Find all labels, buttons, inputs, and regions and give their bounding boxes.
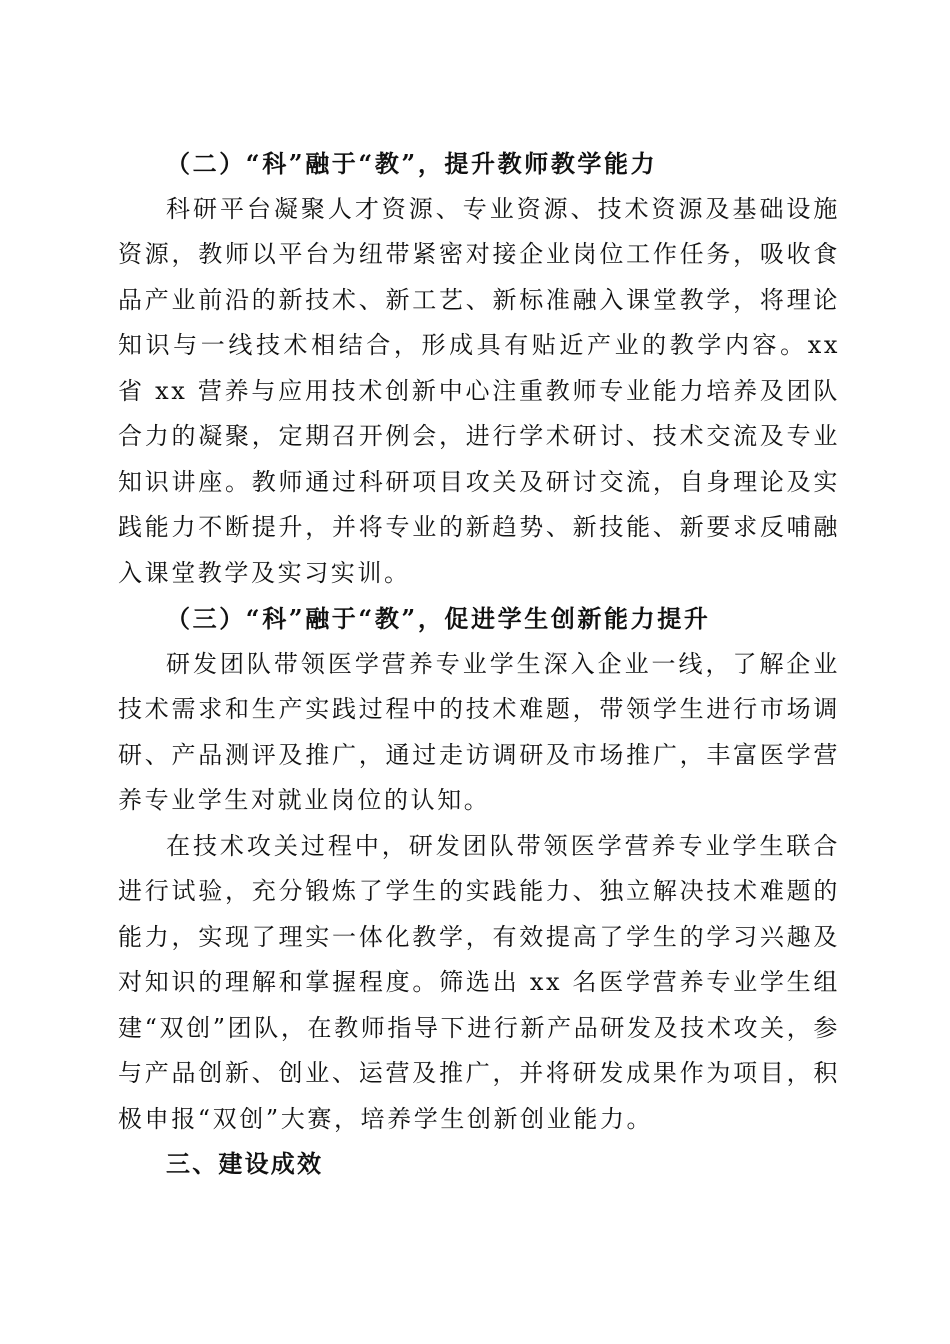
section-3-paragraph-2: 在技术攻关过程中，研发团队带领医学营养专业学生联合进行试验，充分锻炼了学生的实践能力、独立解决技术难题的能力，实现了理实一体化教学，有效提高了学生的学习兴趣及对知识的理解和掌握程度。筛选出 xx 名医学营养专业学生组建“双创”团队，在教师指导下进行新产品研发及技术攻关，参与产品创新、创业、运营及推广，并将研发成果作为项目，积极申报“双创”大赛，培养学生创新创业能力。: [118, 831, 840, 1133]
document-body: [118, 141, 840, 1188]
section-3-paragraph-1: 研发团队带领医学营养专业学生深入企业一线，了解企业技术需求和生产实践过程中的技术难题，带领学生进行市场调研、产品测评及推广，通过走访调研及市场推广，丰富医学营养专业学生对就业岗位的认知。: [118, 649, 840, 814]
section-2-paragraph-1: 科研平台凝聚人才资源、专业资源、技术资源及基础设施资源，教师以平台为纽带紧密对接企业岗位工作任务，吸收食品产业前沿的新技术、新工艺、新标准融入课堂教学，将理论知识与一线技术相结合，形成具有贴近产业的教学内容。xx 省 xx 营养与应用技术创新中心注重教师专业能力培养及团队合力的凝聚，定期召开例会，进行学术研讨、技术交流及专业知识讲座。教师通过科研项目攻关及研讨交流，自身理论及实践能力不断提升，并将专业的新趋势、新技能、新要求反哺融入课堂教学及实习实训。: [118, 194, 840, 587]
section-heading-3: （三）“科”融于“教”，促进学生创新能力提升: [166, 604, 711, 633]
main-heading-construction-results: 三、建设成效: [166, 1150, 324, 1178]
section-heading-2: （二）“科”融于“教”，提升教师教学能力: [166, 149, 658, 178]
